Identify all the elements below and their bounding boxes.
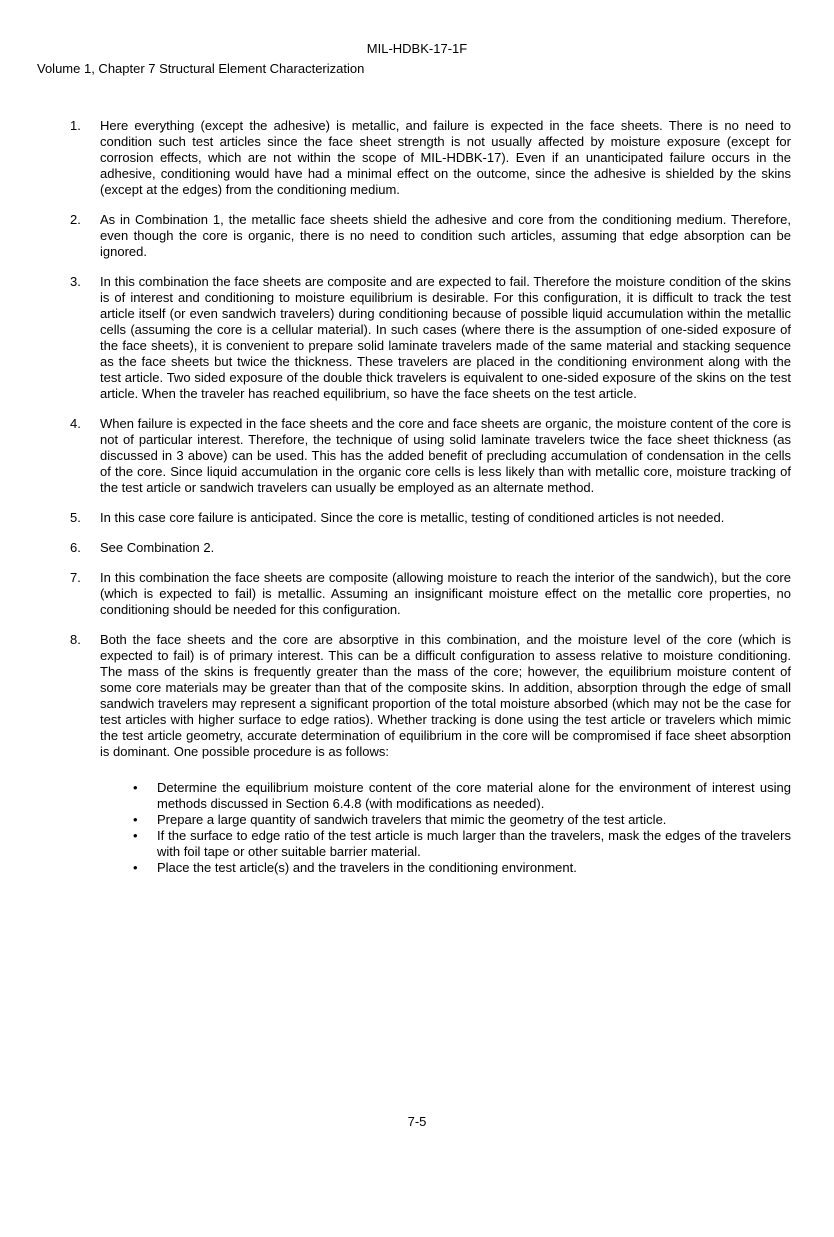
item-number: 3. <box>70 274 81 289</box>
page-body <box>70 118 791 890</box>
item-number: 5. <box>70 510 81 525</box>
item-text: In this combination the face sheets are composite and are expected to fail. Therefore the moisture condition of the skins is of interest and conditioning to moisture equilibrium is desirable. For this configuration, it is difficult to track the test article itself (or even sandwich travelers) during conditioning because of possible liquid accumulation within the metallic cells (assuming the core is a cellular material). In such cases (where there is the assumption of one-sided exposure of the face sheets), it is convenient to prepare solid laminate travelers made of the same material and stacking sequence as the face sheets but twice the thickness. These travelers are placed in the conditioning environment along with the test article. Two sided exposure of the double thick travelers is equivalent to one-sided exposure of the skins on the test article. When the traveler has reached equilibrium, so have the face sheets on the test article. <box>100 274 791 401</box>
bullet-icon: • <box>133 780 138 795</box>
bullet-text: Place the test article(s) and the travelers in the conditioning environment. <box>157 860 577 875</box>
combination-list <box>70 118 791 876</box>
item-text: Here everything (except the adhesive) is metallic, and failure is expected in the face sheets. There is no need to condition such test articles since the face sheet strength is not usually affected by moisture exposure (except for corrosion effects, which are not within the scope of MIL-HDBK-17). Even if an unanticipated failure occurs in the adhesive, conditioning would have had a minimal effect on the outcome, since the adhesive is shielded by the skins (except at the edges) from the conditioning medium. <box>100 118 791 197</box>
chapter-title: Volume 1, Chapter 7 Structural Element Characterization <box>37 61 365 76</box>
list-item <box>70 510 791 526</box>
bullet-item <box>100 860 791 876</box>
procedure-bullet-list <box>100 780 791 876</box>
page-number: 7-5 <box>407 1114 427 1129</box>
list-item <box>70 570 791 618</box>
item-text: In this combination the face sheets are composite (allowing moisture to reach the interior of the sandwich), but the core (which is expected to fail) is metallic. Assuming an insignificant moisture effect on the metallic core properties, no conditioning should be needed for this configuration. <box>100 570 791 617</box>
list-item <box>70 212 791 260</box>
item-number: 7. <box>70 570 81 585</box>
document-id: MIL-HDBK-17-1F <box>366 41 468 56</box>
bullet-item <box>100 812 791 828</box>
list-item <box>70 274 791 402</box>
item-text: See Combination 2. <box>100 540 215 555</box>
bullet-text: Prepare a large quantity of sandwich travelers that mimic the geometry of the test article. <box>157 812 667 827</box>
item-number: 8. <box>70 632 81 647</box>
list-item <box>70 540 791 556</box>
bullet-text: Determine the equilibrium moisture content of the core material alone for the environment of interest using methods discussed in Section 6.4.8 (with modifications as needed). <box>157 780 791 811</box>
bullet-item <box>100 828 791 860</box>
item-number: 4. <box>70 416 81 431</box>
bullet-icon: • <box>133 828 138 843</box>
bullet-item <box>100 780 791 812</box>
list-item <box>70 118 791 198</box>
bullet-text: If the surface to edge ratio of the test article is much larger than the travelers, mask the edges of the travelers with foil tape or other suitable barrier material. <box>157 828 791 859</box>
list-item <box>70 632 791 876</box>
bullet-icon: • <box>133 860 138 875</box>
bullet-icon: • <box>133 812 138 827</box>
item-text: In this case core failure is anticipated. Since the core is metallic, testing of conditioned articles is not needed. <box>100 510 725 525</box>
item-number: 6. <box>70 540 81 555</box>
item-number: 2. <box>70 212 81 227</box>
item-text: As in Combination 1, the metallic face sheets shield the adhesive and core from the conditioning medium. Therefore, even though the core is organic, there is no need to condition such articles, assuming that edge absorption can be ignored. <box>100 212 791 259</box>
list-item <box>70 416 791 496</box>
item-text: When failure is expected in the face sheets and the core and face sheets are organic, the moisture content of the core is not of particular interest. Therefore, the technique of using solid laminate travelers twice the face sheet thickness (as discussed in 3 above) can be used. This has the added benefit of precluding accumulation of condensation in the cells of the core. Since liquid accumulation in the organic core cells is less likely than with metallic core, moisture tracking of the test article or sandwich travelers can usually be employed as an alternate method. <box>100 416 791 495</box>
item-text: Both the face sheets and the core are absorptive in this combination, and the moisture level of the core (which is expected to fail) is of primary interest. This can be a difficult configuration to assess relative to moisture conditioning. The mass of the skins is frequently greater than the mass of the core; however, the equilibrium moisture content of some core materials may be greater than that of the composite skins. In addition, absorption through the edge of small sandwich travelers may represent a significant proportion of the total moisture absorbed (which may not be the case for test articles with higher surface to edge ratios). Whether tracking is done using the test article or travelers which mimic the test article geometry, accurate determination of equilibrium in the core will be compromised if face sheet absorption is dominant. One possible procedure is as follows: <box>100 632 791 759</box>
item-number: 1. <box>70 118 81 133</box>
